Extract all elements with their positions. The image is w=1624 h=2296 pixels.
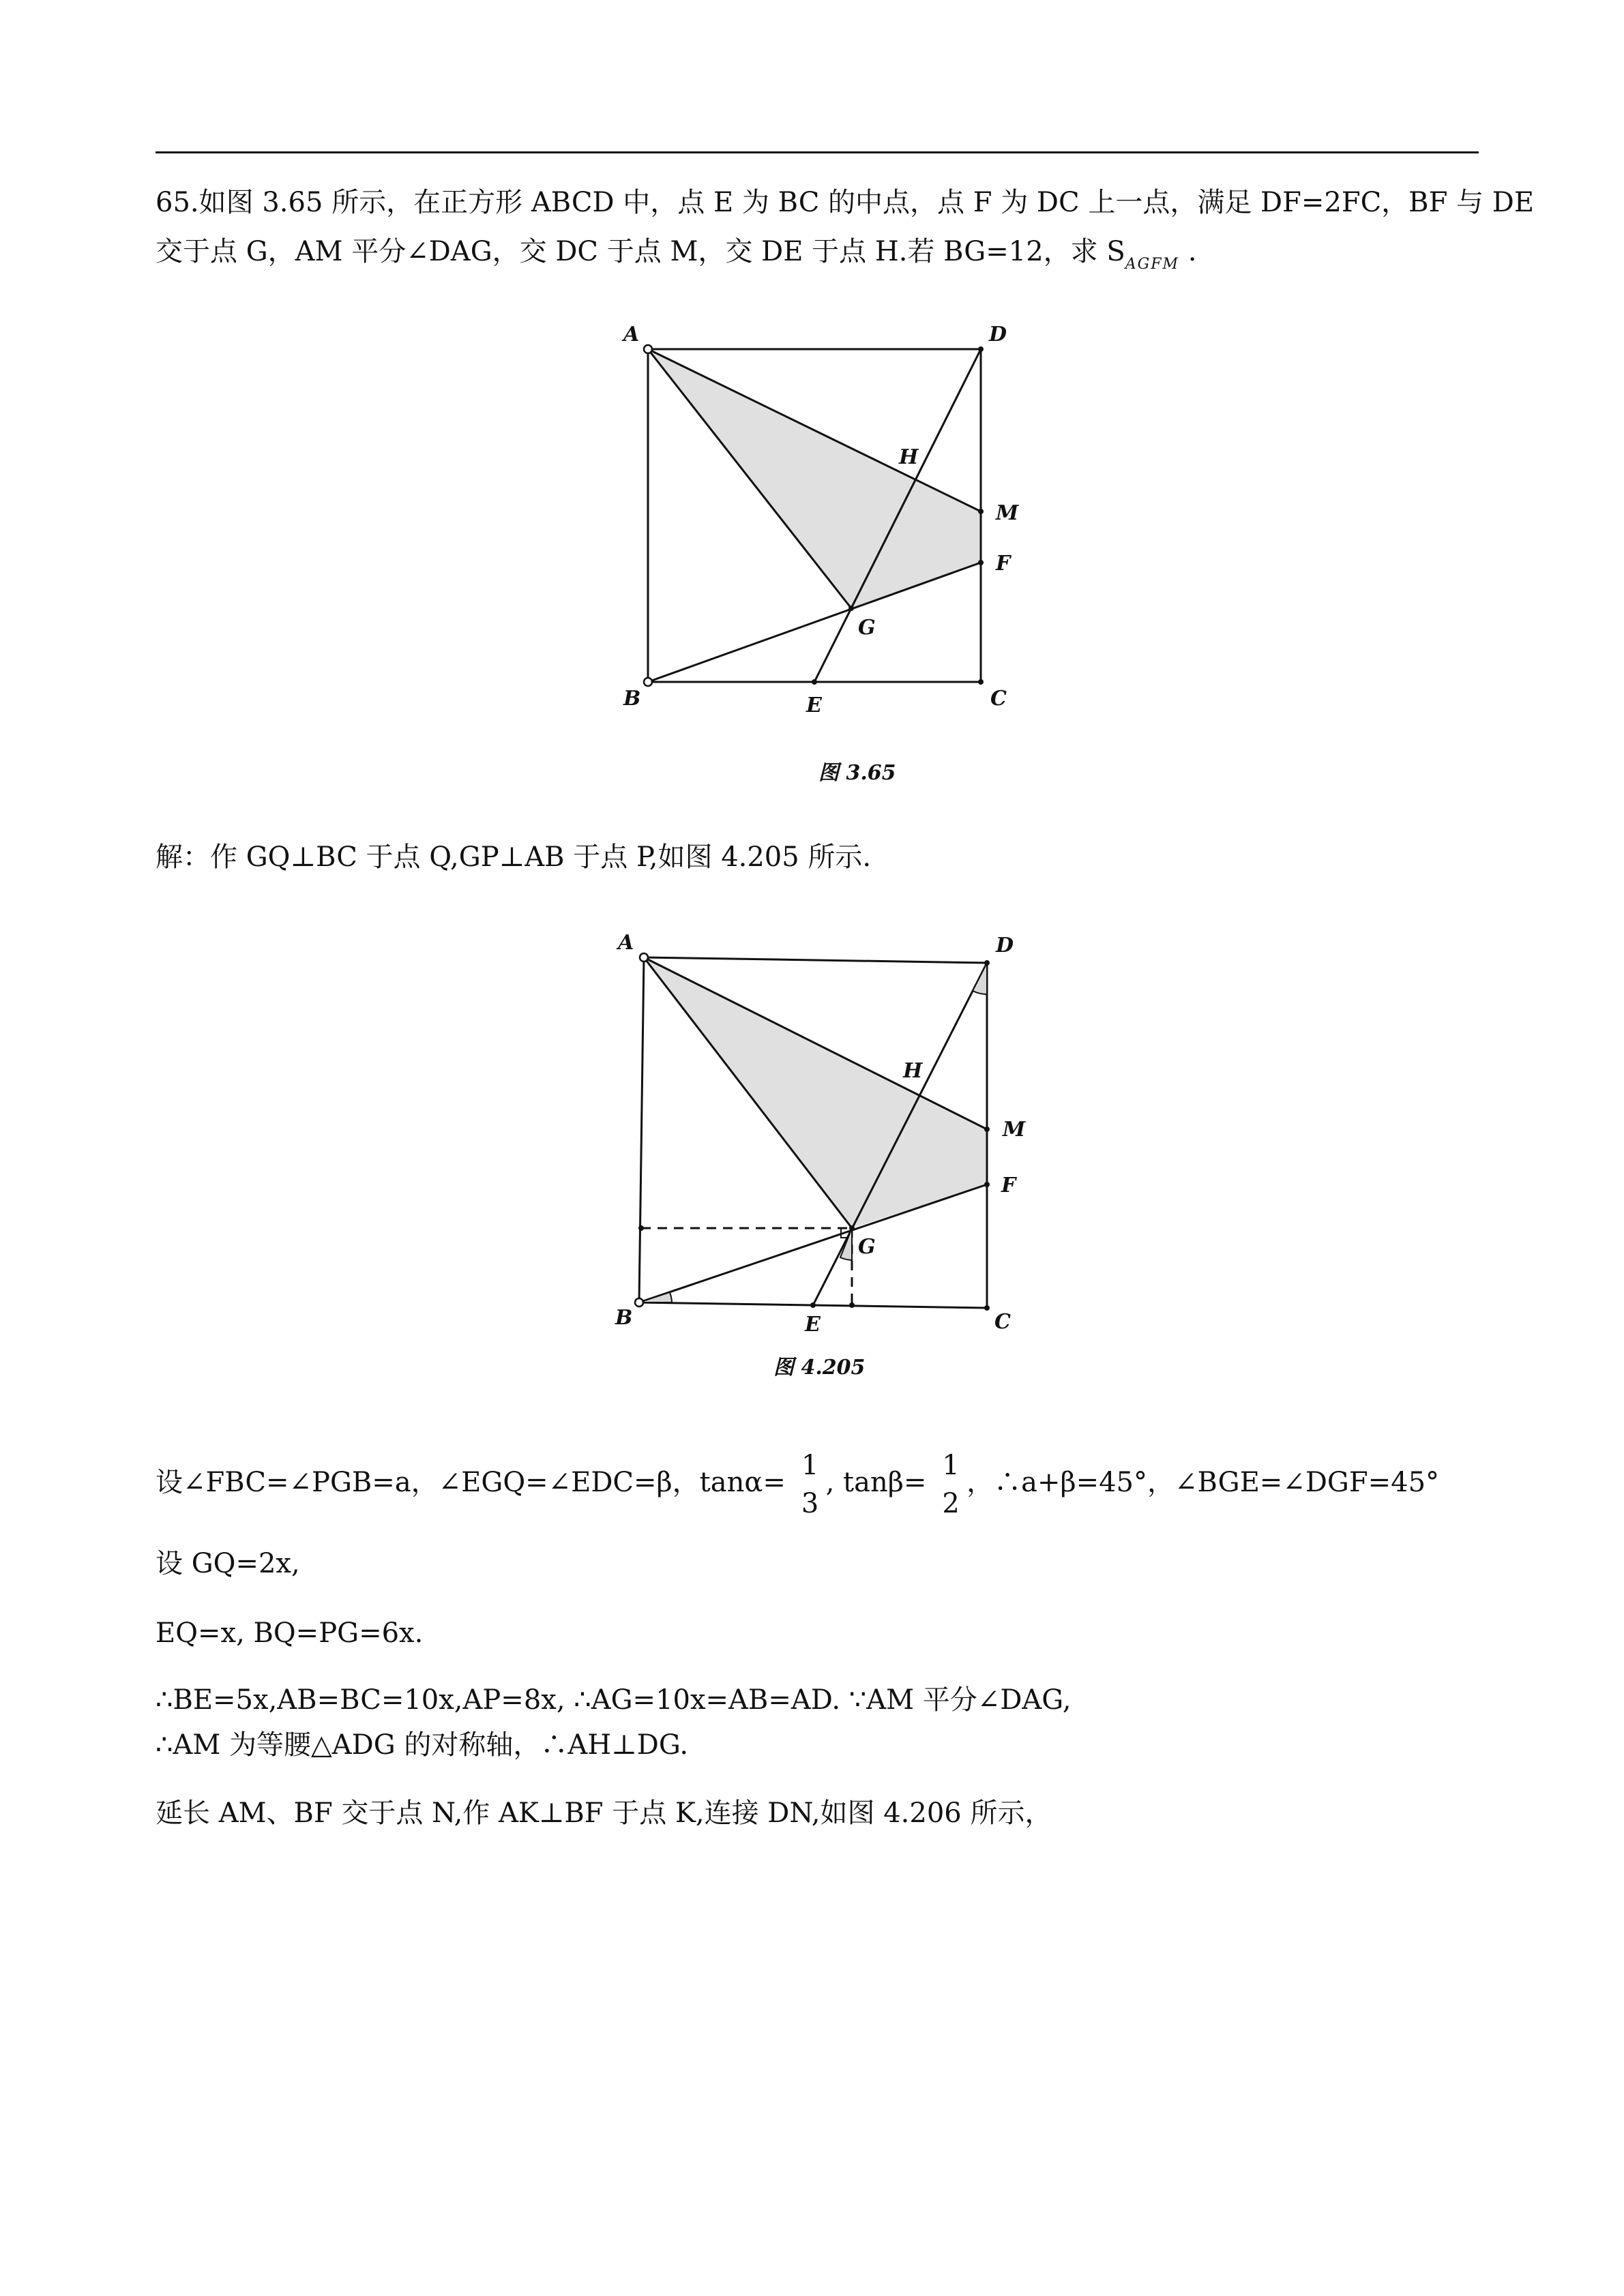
point-d-marker <box>984 960 990 966</box>
figure-4-205 <box>587 921 1037 1343</box>
figure-1-caption: 图 3.65 <box>818 761 896 785</box>
fraction-1-denominator: 3 <box>801 1488 819 1519</box>
fraction-2-denominator: 2 <box>942 1488 960 1519</box>
label-g: G <box>858 616 876 640</box>
figure-3-65 <box>600 314 1023 723</box>
angle-line-part3: ，∴a+β=45°，∠BGE=∠DGF=45° <box>966 1467 1440 1498</box>
problem-line-1: 65.如图 3.65 所示，在正方形 ABCD 中，点 E 为 BC 的中点，点 F 为 DC 上一点，满足 DF=2FC，BF 与 DE <box>156 187 1535 218</box>
label-m: M <box>1003 1118 1026 1142</box>
angle-line <box>156 1444 1439 1523</box>
point-c-marker <box>978 679 984 685</box>
fraction-2-numerator: 1 <box>942 1450 960 1481</box>
point-d-marker <box>978 346 984 352</box>
shaded-region-agfm <box>644 957 987 1228</box>
point-f-marker <box>984 1182 990 1187</box>
label-f: F <box>1001 1174 1016 1197</box>
fraction-1-numerator: 1 <box>801 1450 819 1481</box>
angle-mark-b <box>639 1292 672 1302</box>
point-a-marker <box>644 345 652 353</box>
label-b: B <box>615 1306 633 1330</box>
point-m-marker <box>978 509 984 514</box>
figure-2-caption: 图 4.205 <box>773 1356 866 1380</box>
label-g: G <box>858 1235 876 1259</box>
label-c: C <box>990 687 1007 711</box>
label-d: D <box>989 323 1007 346</box>
shaded-region-agfm <box>648 349 981 608</box>
label-b: B <box>623 687 641 711</box>
point-g-marker <box>849 1225 855 1231</box>
label-c: C <box>994 1310 1011 1334</box>
point-e-marker <box>812 679 817 685</box>
fraction-one-half <box>939 1446 962 1523</box>
step-2: EQ=x, BQ=PG=6x. <box>156 1617 424 1649</box>
label-d: D <box>996 934 1014 957</box>
header-rule <box>156 151 1479 153</box>
angle-line-part1: 设∠FBC=∠PGB=a，∠EGQ=∠EDC=β，tanα= <box>156 1467 786 1498</box>
label-f: F <box>996 552 1011 576</box>
label-e: E <box>805 1313 821 1337</box>
angle-line-part2: , tanβ= <box>825 1467 927 1498</box>
label-h: H <box>903 1059 923 1083</box>
point-b-marker <box>635 1298 643 1307</box>
angle-mark-d <box>973 963 987 994</box>
point-q-marker <box>849 1302 855 1308</box>
label-h: H <box>899 445 919 469</box>
problem-line-2-main: 交于点 G，AM 平分∠DAG，交 DC 于点 M，交 DE 于点 H.若 BG=12，求 S <box>156 236 1125 267</box>
problem-line-2-end: . <box>1179 236 1197 267</box>
point-e-marker <box>810 1302 816 1308</box>
label-a: A <box>623 323 640 346</box>
step-5: 延长 AM、BF 交于点 N,作 AK⊥BF 于点 K,连接 DN,如图 4.206 所示， <box>156 1798 1052 1829</box>
step-4: ∴AM 为等腰△ADG 的对称轴，∴AH⊥DG. <box>156 1729 689 1761</box>
label-e: E <box>806 694 822 717</box>
point-m-marker <box>984 1127 990 1132</box>
point-a-marker <box>640 953 648 961</box>
fraction-one-third <box>799 1446 822 1523</box>
step-1: 设 GQ=2x, <box>156 1548 300 1579</box>
area-subscript: AGFM <box>1125 256 1180 273</box>
point-g-marker <box>848 606 854 611</box>
point-p-marker <box>638 1225 644 1231</box>
point-f-marker <box>978 560 984 565</box>
label-a: A <box>618 931 634 955</box>
segment-bf <box>648 563 981 682</box>
step-3: ∴BE=5x,AB=BC=10x,AP=8x, ∴AG=10x=AB=AD. ∵AM 平分∠DAG, <box>156 1684 1072 1716</box>
solution-intro: 解：作 GQ⊥BC 于点 Q,GP⊥AB 于点 P,如图 4.205 所示. <box>156 841 872 873</box>
problem-line-2 <box>156 228 1196 280</box>
label-m: M <box>996 501 1019 525</box>
segment-bf <box>639 1184 987 1302</box>
point-c-marker <box>984 1305 990 1311</box>
point-b-marker <box>644 678 652 686</box>
